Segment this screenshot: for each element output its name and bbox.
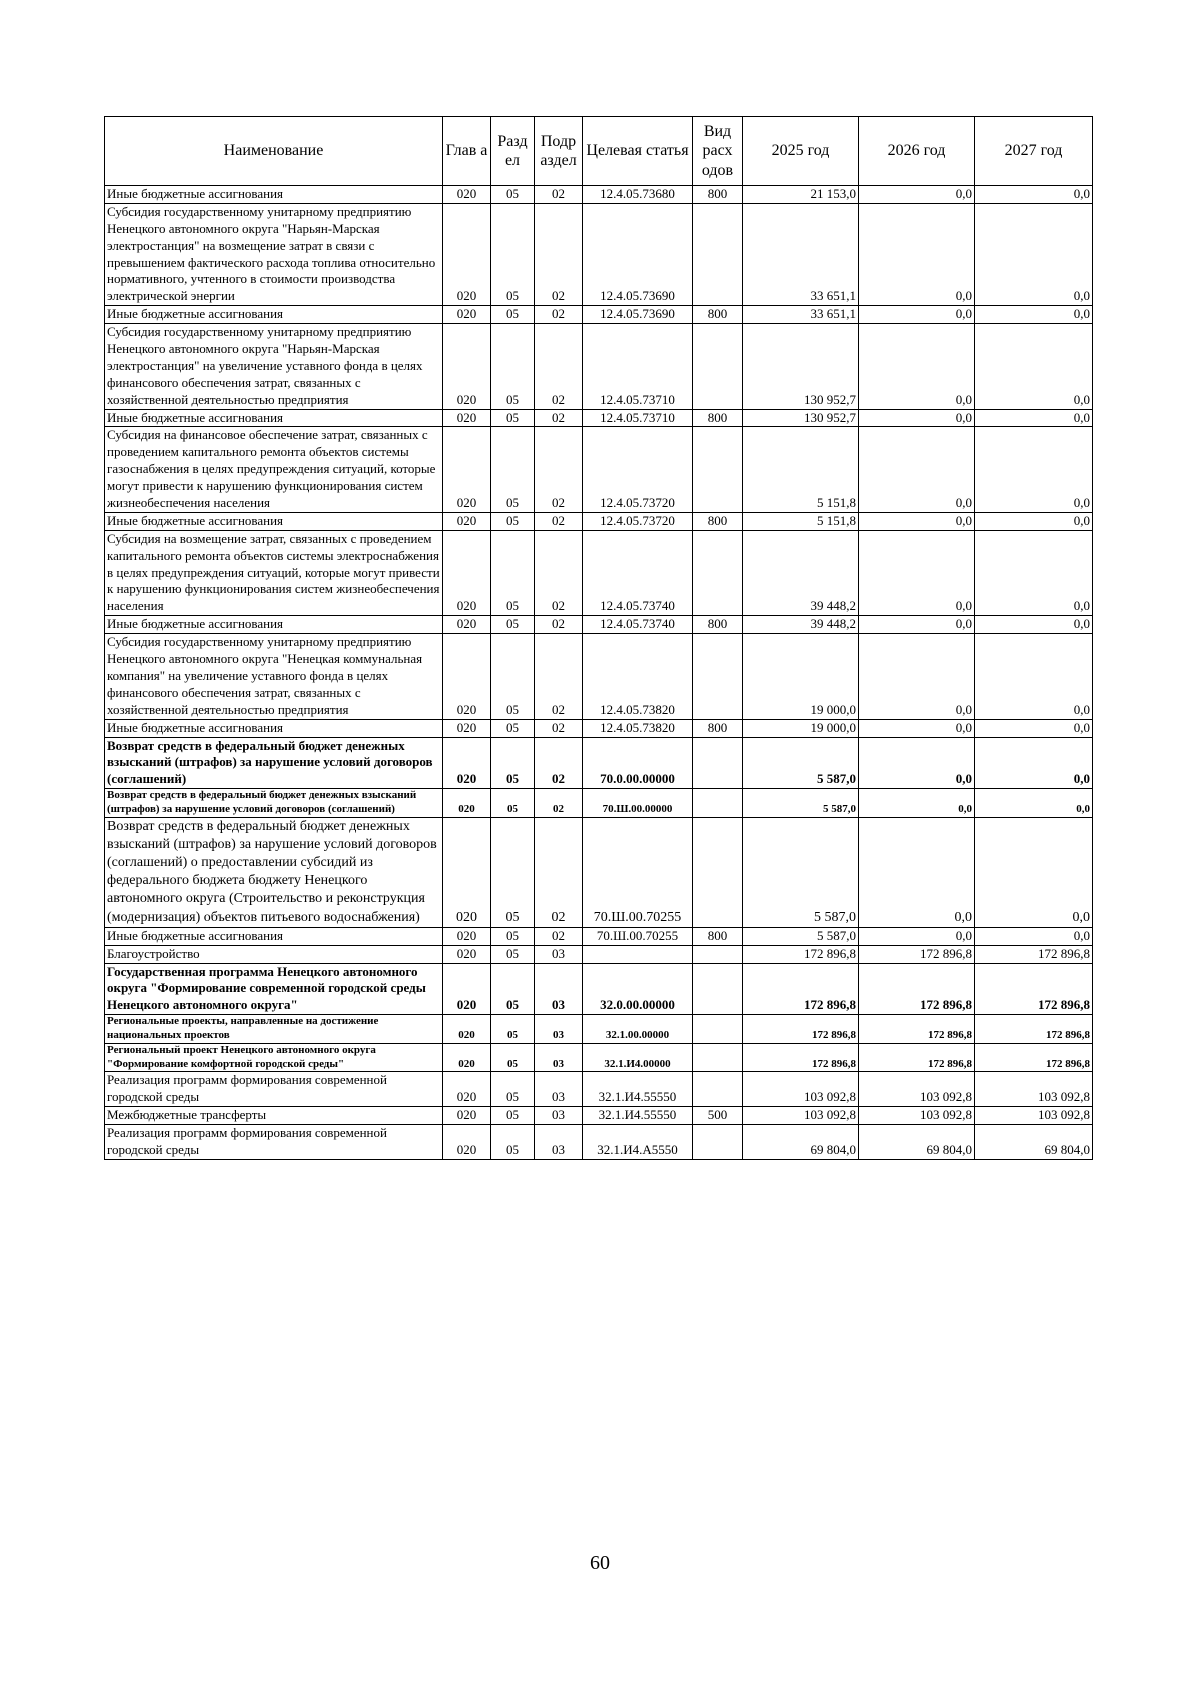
table-row <box>105 530 1093 615</box>
row-2025: 19 000,0 <box>743 719 859 737</box>
row-2025: 172 896,8 <box>743 1043 859 1072</box>
row-expense-type: 800 <box>693 512 743 530</box>
row-glava: 020 <box>443 324 491 409</box>
row-2027: 172 896,8 <box>975 963 1093 1015</box>
row-2026: 0,0 <box>859 512 975 530</box>
row-2025: 5 151,8 <box>743 427 859 512</box>
row-glava: 020 <box>443 203 491 305</box>
header-podrazdel: Подр аздел <box>535 117 583 186</box>
row-glava: 020 <box>443 530 491 615</box>
row-name: Возврат средств в федеральный бюджет денежных взысканий (штрафов) за нарушение условий договоров (соглашений) <box>105 737 443 789</box>
row-2027: 172 896,8 <box>975 1043 1093 1072</box>
row-name: Благоустройство <box>105 945 443 963</box>
row-glava: 020 <box>443 1107 491 1125</box>
row-name: Возврат средств в федеральный бюджет денежных взысканий (штрафов) за нарушение условий договоров (соглашений) о предоставлении субсидий из федерального бюджета бюджету Ненецкого автономного округа (Строительство и реконструкция (модернизация) объектов питьевого водоснабжения) <box>105 817 443 927</box>
row-2026: 0,0 <box>859 306 975 324</box>
row-target-article: 12.4.05.73690 <box>583 306 693 324</box>
table-row <box>105 719 1093 737</box>
row-glava: 020 <box>443 1072 491 1107</box>
row-razdel: 05 <box>491 409 535 427</box>
row-glava: 020 <box>443 963 491 1015</box>
row-2027: 0,0 <box>975 789 1093 818</box>
row-2027: 0,0 <box>975 927 1093 945</box>
row-2026: 0,0 <box>859 427 975 512</box>
table-row <box>105 409 1093 427</box>
row-2025: 130 952,7 <box>743 324 859 409</box>
row-glava: 020 <box>443 817 491 927</box>
row-2025: 172 896,8 <box>743 1015 859 1044</box>
row-podrazdel: 02 <box>535 927 583 945</box>
page-number: 60 <box>590 1552 610 1574</box>
row-2027: 0,0 <box>975 719 1093 737</box>
row-expense-type <box>693 427 743 512</box>
table-row <box>105 817 1093 927</box>
row-2027: 0,0 <box>975 616 1093 634</box>
row-target-article: 12.4.05.73690 <box>583 203 693 305</box>
row-2026: 0,0 <box>859 530 975 615</box>
row-target-article: 70.0.00.00000 <box>583 737 693 789</box>
row-razdel: 05 <box>491 719 535 737</box>
table-row <box>105 927 1093 945</box>
row-glava: 020 <box>443 1015 491 1044</box>
row-glava: 020 <box>443 737 491 789</box>
row-target-article: 32.1.00.00000 <box>583 1015 693 1044</box>
row-expense-type <box>693 737 743 789</box>
row-2026: 0,0 <box>859 409 975 427</box>
row-2026: 0,0 <box>859 789 975 818</box>
row-expense-type <box>693 789 743 818</box>
header-razdel: Разд ел <box>491 117 535 186</box>
table-row <box>105 306 1093 324</box>
row-name: Иные бюджетные ассигнования <box>105 186 443 204</box>
row-2027: 69 804,0 <box>975 1124 1093 1159</box>
row-name: Реализация программ формирования современной городской среды <box>105 1124 443 1159</box>
row-razdel: 05 <box>491 945 535 963</box>
row-name: Государственная программа Ненецкого автономного округа "Формирование современной городской среды Ненецкого автономного округа" <box>105 963 443 1015</box>
row-target-article: 12.4.05.73820 <box>583 719 693 737</box>
row-glava: 020 <box>443 427 491 512</box>
header-2027: 2027 год <box>975 117 1093 186</box>
row-2025: 5 151,8 <box>743 512 859 530</box>
header-2025: 2025 год <box>743 117 859 186</box>
row-expense-type <box>693 530 743 615</box>
row-2026: 103 092,8 <box>859 1072 975 1107</box>
row-glava: 020 <box>443 409 491 427</box>
row-2027: 0,0 <box>975 324 1093 409</box>
row-razdel: 05 <box>491 963 535 1015</box>
row-2026: 103 092,8 <box>859 1107 975 1125</box>
row-2027: 0,0 <box>975 737 1093 789</box>
row-podrazdel: 02 <box>535 324 583 409</box>
row-target-article <box>583 945 693 963</box>
row-razdel: 05 <box>491 530 535 615</box>
row-name: Реализация программ формирования современной городской среды <box>105 1072 443 1107</box>
row-razdel: 05 <box>491 1015 535 1044</box>
row-podrazdel: 02 <box>535 789 583 818</box>
row-expense-type <box>693 1015 743 1044</box>
table-row <box>105 512 1093 530</box>
row-razdel: 05 <box>491 1072 535 1107</box>
row-glava: 020 <box>443 1043 491 1072</box>
row-razdel: 05 <box>491 789 535 818</box>
table-row <box>105 324 1093 409</box>
row-2026: 172 896,8 <box>859 963 975 1015</box>
header-glava: Глав а <box>443 117 491 186</box>
row-expense-type <box>693 817 743 927</box>
row-2025: 5 587,0 <box>743 927 859 945</box>
row-2026: 0,0 <box>859 737 975 789</box>
row-target-article: 32.1.И4.55550 <box>583 1107 693 1125</box>
row-podrazdel: 03 <box>535 1124 583 1159</box>
header-2026: 2026 год <box>859 117 975 186</box>
table-row <box>105 186 1093 204</box>
row-2026: 0,0 <box>859 324 975 409</box>
row-podrazdel: 02 <box>535 186 583 204</box>
row-podrazdel: 02 <box>535 737 583 789</box>
row-target-article: 12.4.05.73710 <box>583 324 693 409</box>
row-2026: 0,0 <box>859 634 975 719</box>
row-2026: 0,0 <box>859 616 975 634</box>
row-razdel: 05 <box>491 306 535 324</box>
row-podrazdel: 02 <box>535 512 583 530</box>
row-target-article: 12.4.05.73740 <box>583 616 693 634</box>
table-row <box>105 203 1093 305</box>
row-target-article: 70.Ш.00.70255 <box>583 927 693 945</box>
row-2027: 0,0 <box>975 427 1093 512</box>
table-row <box>105 945 1093 963</box>
table-row <box>105 1072 1093 1107</box>
row-target-article: 12.4.05.73820 <box>583 634 693 719</box>
row-2026: 0,0 <box>859 719 975 737</box>
row-target-article: 12.4.05.73680 <box>583 186 693 204</box>
row-2027: 0,0 <box>975 203 1093 305</box>
row-2025: 5 587,0 <box>743 737 859 789</box>
row-podrazdel: 02 <box>535 530 583 615</box>
row-2026: 172 896,8 <box>859 945 975 963</box>
row-expense-type <box>693 1072 743 1107</box>
row-name: Субсидия государственному унитарному предприятию Ненецкого автономного округа "Нарьян-Марская электростанция" на возмещение затрат в связи с превышением фактического расхода топлива относительно нормативного, учтенного в стоимости производства электрической энергии <box>105 203 443 305</box>
row-glava: 020 <box>443 789 491 818</box>
row-2025: 69 804,0 <box>743 1124 859 1159</box>
row-target-article: 70.Ш.00.70255 <box>583 817 693 927</box>
row-expense-type: 800 <box>693 409 743 427</box>
row-name: Региональные проекты, направленные на достижение национальных проектов <box>105 1015 443 1044</box>
row-2025: 172 896,8 <box>743 963 859 1015</box>
header-name: Наименование <box>105 117 443 186</box>
row-podrazdel: 02 <box>535 427 583 512</box>
row-2025: 33 651,1 <box>743 306 859 324</box>
row-name: Иные бюджетные ассигнования <box>105 616 443 634</box>
row-razdel: 05 <box>491 1124 535 1159</box>
table-row <box>105 963 1093 1015</box>
row-name: Иные бюджетные ассигнования <box>105 409 443 427</box>
row-2025: 5 587,0 <box>743 817 859 927</box>
row-target-article: 32.1.И4.00000 <box>583 1043 693 1072</box>
row-name: Субсидия государственному унитарному предприятию Ненецкого автономного округа "Ненецкая коммунальная компания" на увеличение уставного фонда в целях финансового обеспечения затрат, связанных с хозяйственной деятельностью предприятия <box>105 634 443 719</box>
row-target-article: 12.4.05.73720 <box>583 512 693 530</box>
row-expense-type: 800 <box>693 186 743 204</box>
row-target-article: 32.1.И4.55550 <box>583 1072 693 1107</box>
table-header-row <box>105 117 1093 186</box>
row-podrazdel: 02 <box>535 203 583 305</box>
row-razdel: 05 <box>491 186 535 204</box>
row-expense-type <box>693 324 743 409</box>
row-2025: 39 448,2 <box>743 616 859 634</box>
row-2025: 33 651,1 <box>743 203 859 305</box>
row-razdel: 05 <box>491 927 535 945</box>
row-razdel: 05 <box>491 324 535 409</box>
row-expense-type <box>693 963 743 1015</box>
row-razdel: 05 <box>491 1043 535 1072</box>
row-glava: 020 <box>443 719 491 737</box>
row-2025: 103 092,8 <box>743 1107 859 1125</box>
row-glava: 020 <box>443 634 491 719</box>
row-podrazdel: 02 <box>535 306 583 324</box>
row-razdel: 05 <box>491 1107 535 1125</box>
row-2026: 0,0 <box>859 817 975 927</box>
row-2027: 172 896,8 <box>975 945 1093 963</box>
budget-table-container <box>104 116 1093 1160</box>
row-expense-type: 800 <box>693 719 743 737</box>
row-expense-type <box>693 1124 743 1159</box>
table-row <box>105 616 1093 634</box>
row-razdel: 05 <box>491 737 535 789</box>
row-podrazdel: 02 <box>535 409 583 427</box>
row-razdel: 05 <box>491 817 535 927</box>
row-glava: 020 <box>443 616 491 634</box>
row-razdel: 05 <box>491 427 535 512</box>
row-name: Региональный проект Ненецкого автономного округа "Формирование комфортной городской среды" <box>105 1043 443 1072</box>
row-expense-type: 800 <box>693 616 743 634</box>
table-row <box>105 634 1093 719</box>
row-name: Субсидия на финансовое обеспечение затрат, связанных с проведением капитального ремонта объектов системы газоснабжения в целях предупреждения ситуаций, которые могут привести к нарушению функционирования систем жизнеобеспечения населения <box>105 427 443 512</box>
row-name: Иные бюджетные ассигнования <box>105 719 443 737</box>
row-expense-type: 800 <box>693 306 743 324</box>
row-target-article: 12.4.05.73710 <box>583 409 693 427</box>
row-2025: 39 448,2 <box>743 530 859 615</box>
row-glava: 020 <box>443 512 491 530</box>
table-row <box>105 1124 1093 1159</box>
row-2025: 172 896,8 <box>743 945 859 963</box>
row-razdel: 05 <box>491 616 535 634</box>
row-podrazdel: 02 <box>535 719 583 737</box>
row-expense-type: 500 <box>693 1107 743 1125</box>
header-expense-type: Вид расх одов <box>693 117 743 186</box>
row-2026: 0,0 <box>859 927 975 945</box>
row-expense-type <box>693 634 743 719</box>
row-name: Возврат средств в федеральный бюджет денежных взысканий (штрафов) за нарушение условий договоров (соглашений) <box>105 789 443 818</box>
table-row <box>105 1107 1093 1125</box>
table-body <box>105 186 1093 1160</box>
row-2027: 0,0 <box>975 530 1093 615</box>
row-glava: 020 <box>443 186 491 204</box>
row-glava: 020 <box>443 927 491 945</box>
row-podrazdel: 03 <box>535 963 583 1015</box>
row-name: Иные бюджетные ассигнования <box>105 306 443 324</box>
row-podrazdel: 02 <box>535 817 583 927</box>
row-glava: 020 <box>443 306 491 324</box>
row-2025: 21 153,0 <box>743 186 859 204</box>
row-podrazdel: 03 <box>535 1015 583 1044</box>
table-row <box>105 1015 1093 1044</box>
row-razdel: 05 <box>491 512 535 530</box>
header-target-article: Целевая статья <box>583 117 693 186</box>
row-target-article: 32.1.И4.А5550 <box>583 1124 693 1159</box>
table-row <box>105 789 1093 818</box>
row-2025: 5 587,0 <box>743 789 859 818</box>
row-2026: 0,0 <box>859 186 975 204</box>
row-razdel: 05 <box>491 634 535 719</box>
row-2025: 19 000,0 <box>743 634 859 719</box>
row-target-article: 12.4.05.73720 <box>583 427 693 512</box>
row-2025: 130 952,7 <box>743 409 859 427</box>
row-target-article: 12.4.05.73740 <box>583 530 693 615</box>
row-glava: 020 <box>443 945 491 963</box>
row-2027: 0,0 <box>975 306 1093 324</box>
row-name: Иные бюджетные ассигнования <box>105 927 443 945</box>
row-2026: 172 896,8 <box>859 1043 975 1072</box>
row-name: Субсидия государственному унитарному предприятию Ненецкого автономного округа "Нарьян-Марская электростанция" на увеличение уставного фонда в целях финансового обеспечения затрат, связанных с хозяйственной деятельностью предприятия <box>105 324 443 409</box>
row-podrazdel: 03 <box>535 1043 583 1072</box>
row-2027: 103 092,8 <box>975 1072 1093 1107</box>
row-name: Иные бюджетные ассигнования <box>105 512 443 530</box>
row-target-article: 32.0.00.00000 <box>583 963 693 1015</box>
table-row <box>105 737 1093 789</box>
row-name: Межбюджетные трансферты <box>105 1107 443 1125</box>
row-expense-type <box>693 945 743 963</box>
row-glava: 020 <box>443 1124 491 1159</box>
row-podrazdel: 03 <box>535 1072 583 1107</box>
row-2025: 103 092,8 <box>743 1072 859 1107</box>
table-row <box>105 427 1093 512</box>
row-2027: 172 896,8 <box>975 1015 1093 1044</box>
row-2026: 0,0 <box>859 203 975 305</box>
budget-table <box>104 116 1093 1160</box>
row-razdel: 05 <box>491 203 535 305</box>
row-podrazdel: 03 <box>535 945 583 963</box>
row-expense-type: 800 <box>693 927 743 945</box>
row-2026: 172 896,8 <box>859 1015 975 1044</box>
row-2026: 69 804,0 <box>859 1124 975 1159</box>
row-2027: 0,0 <box>975 409 1093 427</box>
row-2027: 0,0 <box>975 186 1093 204</box>
row-podrazdel: 02 <box>535 634 583 719</box>
row-expense-type <box>693 1043 743 1072</box>
row-expense-type <box>693 203 743 305</box>
row-2027: 103 092,8 <box>975 1107 1093 1125</box>
row-2027: 0,0 <box>975 634 1093 719</box>
row-2027: 0,0 <box>975 512 1093 530</box>
row-target-article: 70.Ш.00.00000 <box>583 789 693 818</box>
row-podrazdel: 02 <box>535 616 583 634</box>
row-2027: 0,0 <box>975 817 1093 927</box>
table-row <box>105 1043 1093 1072</box>
row-name: Субсидия на возмещение затрат, связанных с проведением капитального ремонта объектов системы электроснабжения в целях предупреждения ситуаций, которые могут привести к нарушению функционирования систем жизнеобеспечения населения <box>105 530 443 615</box>
row-podrazdel: 03 <box>535 1107 583 1125</box>
